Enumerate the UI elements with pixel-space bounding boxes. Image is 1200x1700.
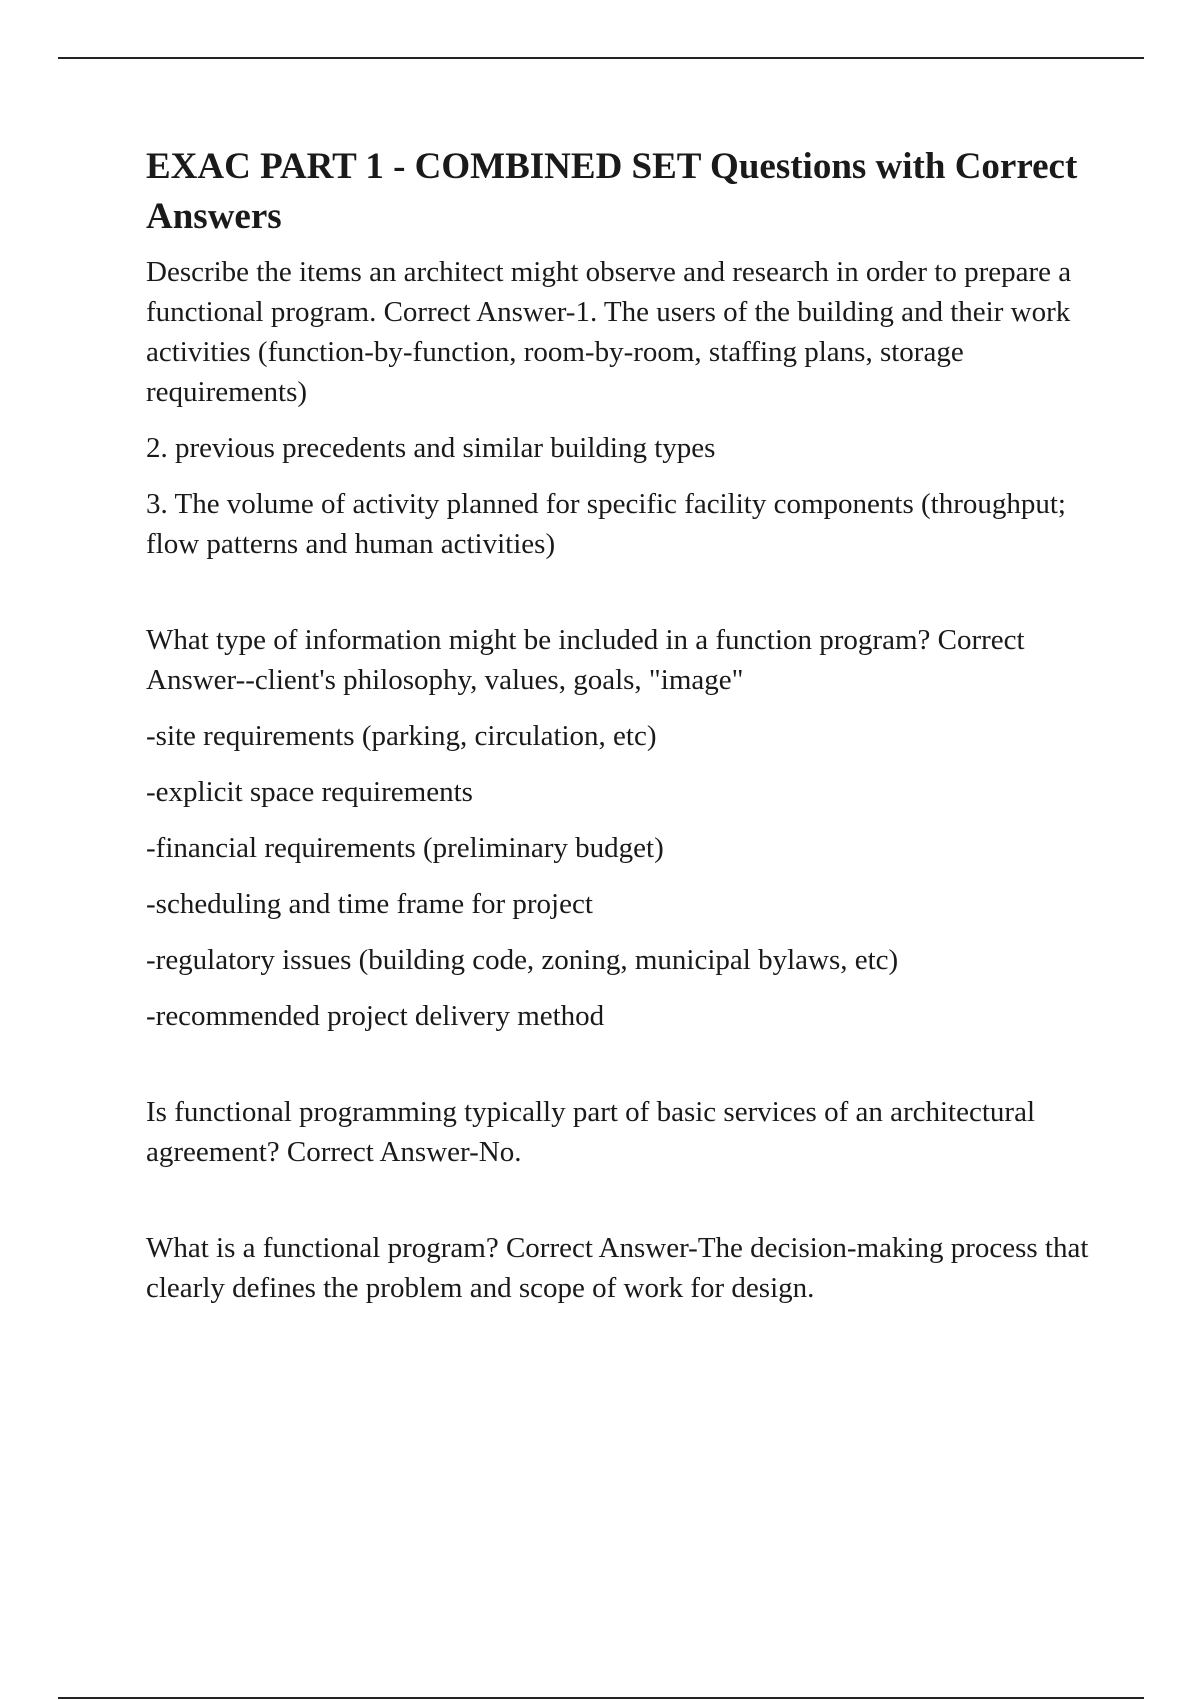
qa-paragraph: -financial requirements (preliminary budget)	[146, 832, 664, 864]
qa-item	[146, 1228, 1106, 1308]
document-title: EXAC PART 1 - COMBINED SET Questions with Correct Answers	[146, 146, 1078, 237]
qa-item	[146, 252, 1106, 564]
footer-rule	[58, 1697, 1144, 1699]
qa-item	[146, 1092, 1106, 1172]
qa-item	[146, 620, 1106, 1036]
qa-paragraph: What is a functional program? Correct Answer-The decision-making process that clearly defines the problem and scope of work for design.	[146, 1232, 1089, 1304]
qa-paragraph: -regulatory issues (building code, zoning, municipal bylaws, etc)	[146, 944, 899, 976]
qa-paragraph: -recommended project delivery method	[146, 1000, 605, 1032]
document-body	[146, 142, 1106, 1324]
qa-paragraph: Is functional programming typically part of basic services of an architectural agreement? Correct Answer-No.	[146, 1096, 1036, 1168]
qa-paragraph: -explicit space requirements	[146, 776, 473, 808]
qa-paragraph: 3. The volume of activity planned for specific facility components (throughput; flow patterns and human activities)	[146, 488, 1066, 560]
qa-paragraph: -scheduling and time frame for project	[146, 888, 593, 920]
qa-paragraph: 2. previous precedents and similar building types	[146, 432, 716, 464]
qa-paragraph: What type of information might be included in a function program? Correct Answer--client's philosophy, values, goals, "image"	[146, 624, 1025, 696]
qa-paragraph: Describe the items an architect might observe and research in order to prepare a functional program. Correct Answer-1. The users of the building and their work activities (function-by-function, room-by-room, staffing plans, storage requirements)	[146, 256, 1072, 408]
header-rule	[58, 57, 1144, 59]
qa-paragraph: -site requirements (parking, circulation, etc)	[146, 720, 657, 752]
